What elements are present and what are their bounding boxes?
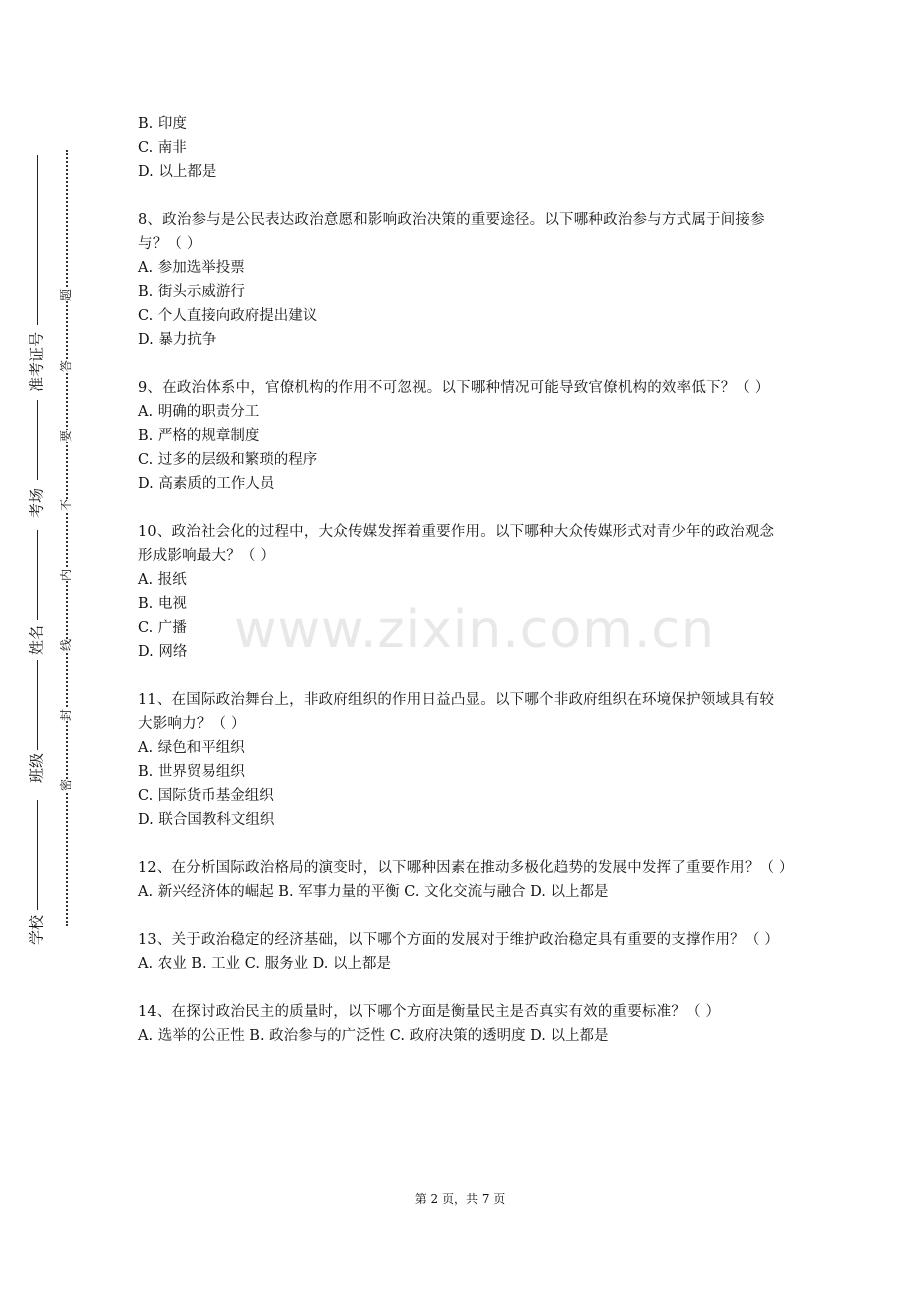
question-stem: 12、在分析国际政治格局的演变时，以下哪种因素在推动多极化趋势的发展中发挥了重要作用？（ ） xyxy=(138,860,794,876)
option: D. 联合国教科文组织 xyxy=(138,812,275,828)
seal-char: 答 xyxy=(59,359,73,373)
option: A. 参加选举投票 xyxy=(138,260,245,276)
question-12 xyxy=(138,856,794,904)
exam-room-line xyxy=(37,400,38,480)
question-list xyxy=(138,112,794,1072)
option: A. 明确的职责分工 xyxy=(138,404,260,420)
option: C. 过多的层级和繁琐的程序 xyxy=(138,452,318,468)
option: B. 印度 xyxy=(138,116,187,132)
seal-char: 封 xyxy=(59,708,73,722)
class-label: 班级 xyxy=(27,752,46,784)
seal-char: 要 xyxy=(59,429,73,443)
option: C. 国际货币基金组织 xyxy=(138,788,274,804)
seal-char: 密 xyxy=(59,778,73,792)
option: C. 广播 xyxy=(138,620,187,636)
exam-id-label: 准考证号 xyxy=(27,331,46,393)
option-row: A. 选举的公正性 B. 政治参与的广泛性 C. 政府决策的透明度 D. 以上都是 xyxy=(138,1028,609,1044)
option: A. 报纸 xyxy=(138,572,187,588)
name-line xyxy=(37,530,38,620)
question-stem: 13、关于政治稳定的经济基础，以下哪个方面的发展对于维护政治稳定具有重要的支撑作用？（ ） xyxy=(138,932,780,948)
question-10 xyxy=(138,520,788,664)
option: B. 世界贸易组织 xyxy=(138,764,245,780)
question-stem: 14、在探讨政治民主的质量时，以下哪个方面是衡量民主是否真实有效的重要标准？（ ） xyxy=(138,1004,721,1020)
page-footer: 第 2 页，共 7 页 xyxy=(414,1192,506,1206)
question-stem: 8、政治参与是公民表达政治意愿和影响政治决策的重要途径。以下哪种政治参与方式属于间接参与？（ ） xyxy=(138,212,765,252)
question-9 xyxy=(138,376,788,496)
seal-char: 不 xyxy=(59,498,73,512)
question-8 xyxy=(138,208,788,352)
option: C. 南非 xyxy=(138,140,187,156)
question-14 xyxy=(138,1000,788,1048)
question-stem: 11、在国际政治舞台上，非政府组织的作用日益凸显。以下哪个非政府组织在环境保护领域具有较大影响力？（ ） xyxy=(138,692,775,732)
binding-margin xyxy=(0,0,110,1302)
option-row: A. 农业 B. 工业 C. 服务业 D. 以上都是 xyxy=(138,956,392,972)
option: B. 电视 xyxy=(138,596,187,612)
question-stem: 10、政治社会化的过程中，大众传媒发挥着重要作用。以下哪种大众传媒形式对青少年的政治观念形成影响最大？（ ） xyxy=(138,524,775,564)
watermark: www.zixin.com.cn xyxy=(234,600,715,660)
school-line xyxy=(37,800,38,910)
seal-dotted-line xyxy=(66,150,68,926)
question-13 xyxy=(138,928,788,976)
option: D. 暴力抗争 xyxy=(138,332,217,348)
question-11 xyxy=(138,688,788,832)
option: D. 高素质的工作人员 xyxy=(138,476,275,492)
seal-char: 内 xyxy=(59,568,73,582)
option-row: A. 新兴经济体的崛起 B. 军事力量的平衡 C. 文化交流与融合 D. 以上都是 xyxy=(138,884,609,900)
question-stem: 9、在政治体系中，官僚机构的作用不可忽视。以下哪种情况可能导致官僚机构的效率低下？（ ） xyxy=(138,380,770,396)
option: B. 街头示威游行 xyxy=(138,284,245,300)
class-line xyxy=(37,660,38,750)
name-label: 姓名 xyxy=(27,624,46,656)
exam-id-line xyxy=(37,155,38,325)
option: B. 严格的规章制度 xyxy=(138,428,260,444)
option: C. 个人直接向政府提出建议 xyxy=(138,308,318,324)
question-7-tail xyxy=(138,112,788,184)
option: D. 网络 xyxy=(138,644,188,660)
option: A. 绿色和平组织 xyxy=(138,740,245,756)
seal-char: 线 xyxy=(59,638,73,652)
option: D. 以上都是 xyxy=(138,164,217,180)
seal-char: 题 xyxy=(59,288,73,302)
exam-room-label: 考场 xyxy=(27,487,46,519)
school-label: 学校 xyxy=(27,914,46,946)
